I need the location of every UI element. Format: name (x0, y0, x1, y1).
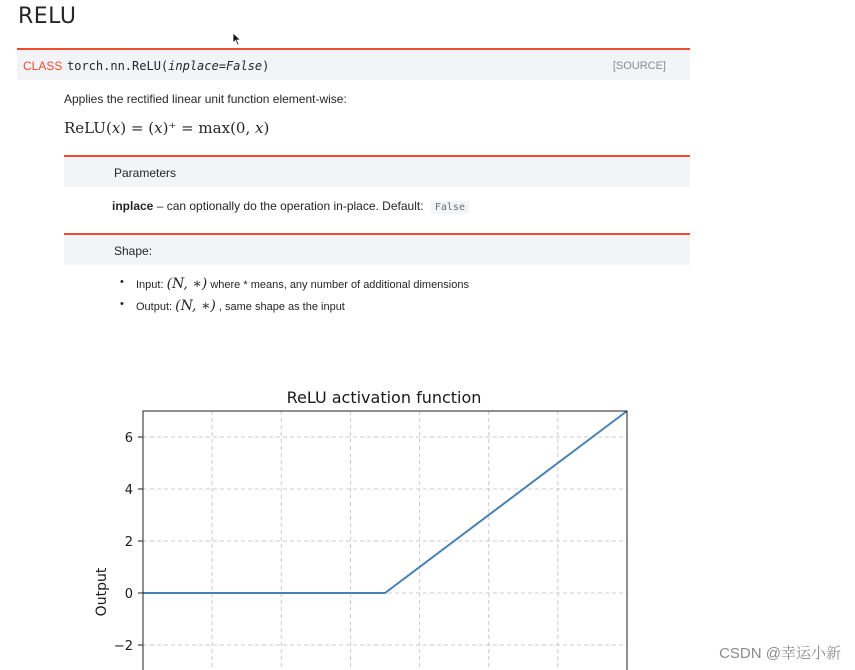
y-tick-label: 4 (124, 483, 133, 498)
y-tick-label: −2 (113, 639, 133, 654)
class-close: ) (262, 59, 270, 73)
param-default-value: False (431, 201, 469, 214)
chart-series-line (143, 411, 627, 593)
y-tick-label: 0 (124, 587, 133, 602)
shape-heading: Shape: (114, 244, 153, 258)
class-name: torch.nn.ReLU( (67, 59, 169, 73)
description-text: Applies the rectified linear unit function element-wise: (64, 92, 347, 106)
parameters-heading-bar (64, 155, 690, 187)
source-link[interactable]: [SOURCE] (612, 60, 666, 72)
param-description: – can optionally do the operation in-place. Default: (153, 199, 427, 213)
class-signature (67, 59, 269, 73)
chart-title: ReLU activation function (286, 388, 482, 407)
mouse-cursor-icon (232, 32, 242, 46)
shape-list (120, 276, 469, 320)
page-title: RELU (18, 4, 77, 29)
class-keyword: CLASS (23, 59, 63, 73)
y-tick-label: 2 (124, 535, 133, 550)
relu-chart (60, 380, 660, 670)
param-inplace (112, 199, 469, 213)
param-name: inplace (112, 199, 154, 213)
y-tick-label: 6 (124, 431, 133, 446)
shape-heading-bar (64, 233, 690, 265)
parameters-heading: Parameters (114, 166, 177, 180)
csdn-watermark: CSDN @幸运小新 (719, 645, 841, 662)
y-axis-label: Output (94, 567, 110, 617)
relu-formula: ReLU(x) = (x)⁺ = max(0, x) (64, 119, 270, 137)
shape-output-item: • Output: (N, ∗) , same shape as the input (120, 298, 345, 314)
class-arg: inplace=False (168, 59, 263, 73)
class-signature-bar (17, 48, 690, 80)
shape-input-item: • Input: (N, ∗) where * means, any number of additional dimensions (120, 276, 469, 292)
